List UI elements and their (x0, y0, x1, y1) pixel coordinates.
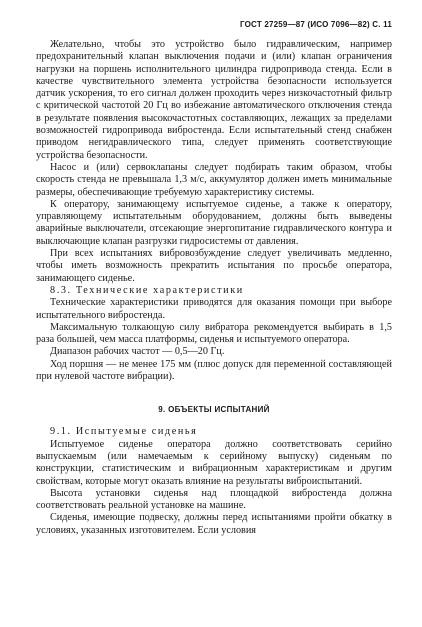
paragraph: Технические характеристики приводятся для оказания помощи при выборе испытательного вибростенда. (36, 297, 392, 321)
section-title-8-3: 8.3. Технические характеристики (50, 284, 244, 296)
page-header: ГОСТ 27259—87 (ИСО 7096—82) С. 11 (239, 20, 392, 29)
paragraph: Насос и (или) сервоклапаны следует подбирать таким образом, чтобы скорость стенда не превышала 1,3 м/с, аккумулятор должен иметь минимальные размеры, обеспечивающие требуемую характеристику системы. (36, 161, 392, 198)
paragraph: При всех испытаниях вибровозбуждение следует увеличивать медленно, чтобы иметь возможность прекратить испытания по просьбе оператора, занимающего сиденье. (36, 248, 392, 284)
section-title-9-1: 9.1. Испытуемые сиденья (50, 426, 198, 438)
paragraph: Высота установки сиденья над площадкой вибростенда должна соответствовать реальной установке на машине. (36, 487, 392, 512)
section-heading-9: 9. ОБЪЕКТЫ ИСПЫТАНИЙ (158, 405, 270, 415)
paragraph: Максимальную толкающую силу вибратора рекомендуется выбирать в 1,5 раза большей, чем масса платформы, сиденья и испытуемого оператора. (36, 321, 392, 346)
paragraph: Желательно, чтобы это устройство было гидравлическим, например предохранительный клапан выключения подачи и (или) клапан ограничения нагрузки на поршень исполнительного цилиндра гидропривода стенда. Если в качестве чувствительного элемента устройства безопасности используется датчик ускорения, то его сигнал должен проходить через низкочастотный фильтр с критической частотой 20 Гц во избежание автоматического отключения стенда в результате появления высокочастотных составляющих, лежащих за пределами возможностей гидропривода вибростенда. Если испытательный стенд снабжен приводом негидравлического типа, следует применять соответствующие устройства безопасности. (36, 39, 392, 161)
paragraph: Диапазон рабочих частот — 0,5—20 Гц. (50, 346, 225, 358)
paragraph: Сиденья, имеющие подвеску, должны перед испытаниями пройти обкатку в условиях, указанных изготовителем. Если условия (36, 512, 392, 536)
paragraph: К оператору, занимающему испытуемое сиденье, а также к оператору, управляющему испытательным оборудованием, должны быть выведены аварийные выключатели, отсекающие энергопитание гидравлического контура и выключающие клапан разгрузки гидросистемы от давления. (36, 198, 392, 247)
paragraph: Испытуемое сиденье оператора должно соответствовать серийно выпускаемым (или намечаемым к серийному выпуску) сиденьям по конструкции, статистическим и вибрационным характеристикам и другим свойствам, которые могут оказать влияние на результаты виброиспытаний. (36, 438, 392, 487)
paragraph: Ход поршня — не менее 175 мм (плюс допуск для переменной составляющей при нулевой частоте вибрации). (36, 358, 392, 383)
